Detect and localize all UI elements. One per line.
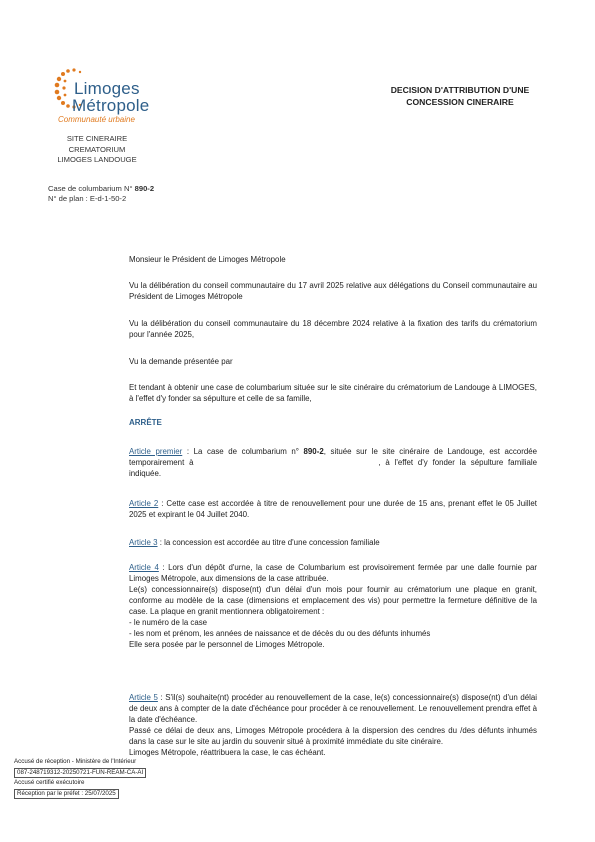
- site-line2: CREMATORIUM: [68, 144, 126, 154]
- plan-label: N° de plan :: [48, 194, 88, 203]
- article-4-text: : Lors d'un dépôt d'urne, la case de Columbarium est provisoirement fermée par une dalle fournie par Limoges Métropole, aux dimensions de la case attribuée.: [129, 563, 537, 583]
- article-3-text: : la concession est accordée au titre d'une concession familiale: [157, 538, 380, 547]
- vu-paragraph-2: Vu la délibération du conseil communautaire du 18 décembre 2024 relative à la fixation des tarifs du crématorium pour l'année 2025,: [129, 319, 537, 339]
- reception-stamp: [14, 758, 164, 800]
- case-label: Case de columbarium N°: [48, 184, 133, 193]
- document-title-line1: DECISION D'ATTRIBUTION D'UNE: [390, 85, 530, 95]
- plan-number: E-d-1-50-2: [89, 194, 127, 203]
- article-4-label: Article 4: [129, 563, 159, 572]
- logo-name-line1: Limoges: [74, 79, 140, 98]
- salutation: Monsieur le Président de Limoges Métropole: [129, 255, 286, 264]
- case-number: 890-2: [134, 184, 155, 193]
- tendant-paragraph: Et tendant à obtenir une case de columbarium située sur le site cinéraire du crématorium de Landouge à LIMOGES, à l'effet d'y fonder sa sépulture et celle de sa famille,: [129, 383, 537, 403]
- article-1-text-c: , à l'effet d'y fonder la sépulture familiale indiquée.: [129, 458, 537, 478]
- article-2: [129, 498, 537, 520]
- site-block: [42, 134, 152, 166]
- article-5: [129, 692, 537, 758]
- logo-name-line2: Métropole: [72, 96, 150, 115]
- article-4: [129, 562, 537, 650]
- article-1-text-a: : La case de columbarium n°: [182, 447, 304, 456]
- article-5-paragraph-3: Limoges Métropole, réattribuera la case, le cas échéant.: [129, 748, 326, 757]
- document-title: [360, 84, 560, 108]
- article-2-label: Article 2: [129, 499, 159, 508]
- site-line1: SITE CINERAIRE: [66, 134, 128, 143]
- stamp-line3: Accusé certifié exécutoire: [14, 779, 85, 786]
- article-5-paragraph-2: Passé ce délai de deux ans, Limoges Métropole procédera à la dispersion des cendres du /des défunts inhumés dans la case sur le site au jardin du souvenir situé à proximité immédiate du site cinéraire.: [129, 726, 537, 746]
- article-1-case-number: 890-2: [303, 447, 324, 456]
- article-4-paragraph-3: Elle sera posée par le personnel de Limoges Métropole.: [129, 640, 325, 649]
- article-1: [129, 446, 537, 479]
- article-3-label: Article 3: [129, 538, 158, 547]
- case-info: [48, 184, 154, 204]
- article-5-text: : S'il(s) souhaite(nt) procéder au renouvellement de la case, le(s) concessionnaire(s) dispose(nt) d'un délai de deux ans à compter de la date d'échéance pour procéder à ce renouvellement. Le renouvellement prendra effet à la date d'échéance.: [129, 693, 537, 724]
- article-4-paragraph-2: Le(s) concessionnaire(s) dispose(nt) d'un délai d'un mois pour fournir au crématorium une plaque en granit, conforme au modèle de la case (dimensions et emplacement des vis) pour permettre la fermeture définitive de la case. La plaque en granit mentionnera obligatoirement :: [129, 585, 537, 616]
- stamp-line2: 087-248719312-20250721-FUN-REAM-CA-AI: [14, 768, 146, 779]
- stamp-line4: Réception par le préfet : 25/07/2025: [14, 789, 119, 800]
- article-2-text: : Cette case est accordée à titre de renouvellement pour une durée de 15 ans, prenant effet le 05 Juillet 2025 et expirant le 04 Juillet 2040.: [129, 499, 537, 519]
- article-1-label: Article premier: [129, 447, 183, 456]
- document-title-line2: CONCESSION CINERAIRE: [406, 97, 514, 107]
- article-5-label: Article 5: [129, 693, 158, 702]
- stamp-line1: Accusé de réception - Ministère de l'Intérieur: [14, 758, 137, 765]
- article-4-list-item-1: - le numéro de la case: [129, 618, 208, 627]
- site-line3: LIMOGES LANDOUGE: [57, 155, 137, 164]
- article-1-text-b: , située sur le site cinéraire de Landouge, est accordée temporairement à: [129, 447, 537, 467]
- vu-paragraph-1: Vu la délibération du conseil communautaire du 17 avril 2025 relative aux délégations du Conseil communautaire au Président de Limoges Métropole: [129, 281, 537, 301]
- arrete-heading: ARRÊTE: [129, 418, 162, 427]
- logo: [52, 66, 172, 126]
- article-4-list-item-2: - les nom et prénom, les années de naissance et de décès du ou des défunts inhumés: [129, 629, 431, 638]
- logo-tagline: Communauté urbaine: [58, 115, 135, 124]
- vu-paragraph-3: Vu la demande présentée par: [129, 357, 233, 366]
- article-3: [129, 537, 537, 548]
